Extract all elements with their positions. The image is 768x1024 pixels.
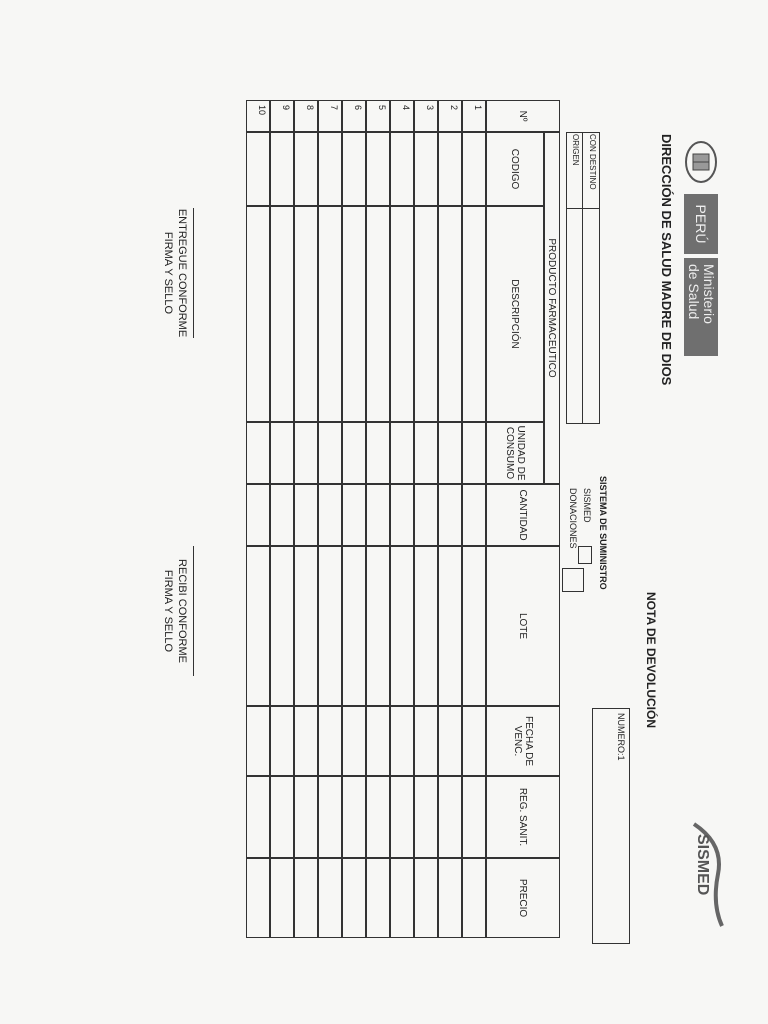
table-cell[interactable] <box>270 206 294 422</box>
table-cell[interactable] <box>270 422 294 484</box>
table-cell[interactable] <box>390 132 414 206</box>
entregue-signature <box>161 208 194 338</box>
column-header: FECHA DE VENC. <box>486 706 560 776</box>
table-cell[interactable] <box>246 132 270 206</box>
table-cell[interactable] <box>342 706 366 776</box>
table-cell[interactable] <box>246 706 270 776</box>
table-cell[interactable] <box>342 206 366 422</box>
row-number-cell: 10 <box>246 100 270 132</box>
table-cell[interactable] <box>342 858 366 938</box>
table-cell[interactable] <box>462 706 486 776</box>
table-cell[interactable] <box>270 546 294 706</box>
table-cell[interactable] <box>438 422 462 484</box>
numero-box <box>592 708 630 944</box>
page-title: DIRECCIÓN DE SALUD MADRE DE DIOS <box>659 134 674 386</box>
table-cell[interactable] <box>390 484 414 546</box>
donaciones-label: DONACIONES <box>568 488 578 549</box>
table-cell[interactable] <box>390 422 414 484</box>
table-cell[interactable] <box>366 858 390 938</box>
table-cell[interactable] <box>294 132 318 206</box>
column-header: UNIDAD DE CONSUMO <box>486 422 544 484</box>
recibi-line1: RECIBI CONFORME <box>176 559 188 663</box>
table-cell[interactable] <box>438 132 462 206</box>
table-cell[interactable] <box>366 422 390 484</box>
table-cell[interactable] <box>294 484 318 546</box>
entregue-line1: ENTREGUE CONFORME <box>176 208 188 338</box>
row-number-cell: 4 <box>390 100 414 132</box>
table-cell[interactable] <box>462 484 486 546</box>
table-cell[interactable] <box>462 546 486 706</box>
table-cell[interactable] <box>294 206 318 422</box>
recibi-signature <box>161 546 194 676</box>
table-cell[interactable] <box>366 484 390 546</box>
table-cell[interactable] <box>414 132 438 206</box>
table-cell[interactable] <box>414 706 438 776</box>
svg-text:SISMED: SISMED <box>694 834 711 896</box>
table-cell[interactable] <box>318 546 342 706</box>
table-cell[interactable] <box>342 132 366 206</box>
table-cell[interactable] <box>294 776 318 858</box>
table-cell[interactable] <box>270 858 294 938</box>
row-number-cell: 3 <box>414 100 438 132</box>
table-cell[interactable] <box>462 422 486 484</box>
table-cell[interactable] <box>414 422 438 484</box>
table-cell[interactable] <box>390 706 414 776</box>
sismed-label: SISMED <box>582 488 592 523</box>
table-cell[interactable] <box>366 546 390 706</box>
table-cell[interactable] <box>270 484 294 546</box>
entregue-line2: FIRMA Y SELLO <box>162 231 174 315</box>
table-cell[interactable] <box>246 546 270 706</box>
ministerio-logo <box>684 258 718 356</box>
sismed-logo-icon <box>682 814 732 934</box>
column-header: CODIGO <box>486 132 544 206</box>
sistema-title: SISTEMA DE SUMINISTRO <box>598 476 608 590</box>
table-cell[interactable] <box>438 546 462 706</box>
row-number-cell: 7 <box>318 100 342 132</box>
table-cell[interactable] <box>438 858 462 938</box>
column-header: LOTE <box>486 546 560 706</box>
row-number-cell: 5 <box>366 100 390 132</box>
table-cell[interactable] <box>390 858 414 938</box>
table-cell[interactable] <box>390 776 414 858</box>
column-header: REG. SANIT. <box>486 776 560 858</box>
table-cell[interactable] <box>366 206 390 422</box>
table-cell[interactable] <box>270 706 294 776</box>
table-cell[interactable] <box>246 858 270 938</box>
logo-peru-text: PERÚ <box>693 204 710 244</box>
row-number-cell: 6 <box>342 100 366 132</box>
table-cell[interactable] <box>246 484 270 546</box>
table-cell[interactable] <box>414 484 438 546</box>
row-number-cell: 2 <box>438 100 462 132</box>
table-cell[interactable] <box>390 546 414 706</box>
donaciones-checkbox[interactable] <box>562 568 584 592</box>
table-cell[interactable] <box>318 132 342 206</box>
table-cell[interactable] <box>462 206 486 422</box>
table-cell[interactable] <box>342 422 366 484</box>
table-cell[interactable] <box>438 706 462 776</box>
row-number-cell: 8 <box>294 100 318 132</box>
table-cell[interactable] <box>294 422 318 484</box>
table-cell[interactable] <box>318 776 342 858</box>
table-cell[interactable] <box>414 206 438 422</box>
table-cell[interactable] <box>366 776 390 858</box>
numero-label: NUMERO:1 <box>616 713 626 761</box>
table-cell[interactable] <box>462 858 486 938</box>
destino-origen-col-divider <box>566 208 600 209</box>
table-cell[interactable] <box>438 484 462 546</box>
table-cell[interactable] <box>438 206 462 422</box>
row-number-cell: 9 <box>270 100 294 132</box>
coat-of-arms-icon <box>684 140 718 184</box>
table-cell[interactable] <box>246 206 270 422</box>
table-cell[interactable] <box>270 776 294 858</box>
sismed-checkbox[interactable] <box>578 546 592 564</box>
table-cell[interactable] <box>438 776 462 858</box>
table-cell[interactable] <box>414 546 438 706</box>
table-cell[interactable] <box>462 132 486 206</box>
table-cell[interactable] <box>294 546 318 706</box>
table-cell[interactable] <box>414 776 438 858</box>
table-cell[interactable] <box>462 776 486 858</box>
table-cell[interactable] <box>270 132 294 206</box>
con-destino-label: CON DESTINO <box>588 134 597 190</box>
table-cell[interactable] <box>318 206 342 422</box>
group-header-producto: PRODUCTO FARMACEUTICO <box>544 132 560 484</box>
origen-label: ORIGEN <box>571 134 580 166</box>
table-cell[interactable] <box>294 706 318 776</box>
table-cell[interactable] <box>294 858 318 938</box>
table-cell[interactable] <box>342 776 366 858</box>
column-header: PRECIO <box>486 858 560 938</box>
table-cell[interactable] <box>246 422 270 484</box>
destino-origen-divider <box>582 132 583 424</box>
table-cell[interactable] <box>342 546 366 706</box>
table-cell[interactable] <box>366 706 390 776</box>
table-cell[interactable] <box>342 484 366 546</box>
table-cell[interactable] <box>318 858 342 938</box>
table-cell[interactable] <box>366 132 390 206</box>
column-header: DESCRIPCIÓN <box>486 206 544 422</box>
document-subtitle: NOTA DE DEVOLUCIÓN <box>644 592 658 729</box>
table-cell[interactable] <box>390 206 414 422</box>
recibi-line2: FIRMA Y SELLO <box>162 569 174 653</box>
table-cell[interactable] <box>414 858 438 938</box>
logo-ministerio-text: Ministerio de Salud <box>686 264 717 324</box>
table-cell[interactable] <box>318 484 342 546</box>
column-header: CANTIDAD <box>486 484 560 546</box>
row-number-cell: 1 <box>462 100 486 132</box>
peru-logo <box>684 194 718 254</box>
table-cell[interactable] <box>246 776 270 858</box>
table-cell[interactable] <box>318 706 342 776</box>
column-header: Nº <box>486 100 560 132</box>
table-cell[interactable] <box>318 422 342 484</box>
